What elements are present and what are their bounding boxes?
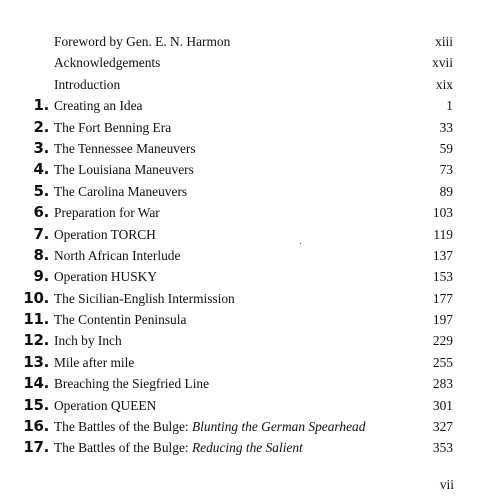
entry-title: The Carolina Maneuvers xyxy=(54,183,188,199)
toc-entry xyxy=(0,373,489,394)
page-number: 353 xyxy=(432,440,453,456)
entry-title: Mile after mile xyxy=(54,354,135,370)
toc-entry xyxy=(0,95,489,116)
entry-title: Breaching the Siegfried Line xyxy=(54,376,210,392)
entry-title: The Fort Benning Era xyxy=(54,119,172,135)
page-number: 197 xyxy=(432,312,453,328)
page-number: 33 xyxy=(439,119,453,135)
toc-entry xyxy=(0,202,489,223)
entry-title: Preparation for War xyxy=(54,205,160,221)
print-speck xyxy=(300,243,301,244)
entry-title: The Contentin Peninsula xyxy=(54,312,187,328)
entry-title: Operation HUSKY xyxy=(54,269,158,285)
page-number: 255 xyxy=(432,354,453,370)
page-number: 327 xyxy=(432,419,453,435)
chapter-number: 3. xyxy=(33,138,49,157)
page-number: 73 xyxy=(439,162,453,178)
entry-title: The Battles of the Bulge: Reducing the Salient xyxy=(54,440,303,456)
chapter-number: 12. xyxy=(23,331,49,350)
page-number: xix xyxy=(435,76,453,92)
chapter-number: 4. xyxy=(33,160,49,179)
entry-title: Inch by Inch xyxy=(54,333,122,349)
toc-entry xyxy=(0,330,489,351)
toc-entry xyxy=(0,224,489,245)
toc-entry xyxy=(0,288,489,309)
toc-entry xyxy=(0,352,489,373)
entry-title: The Sicilian-English Intermission xyxy=(54,290,235,306)
page-number: xiii xyxy=(435,34,453,49)
entry-title: Operation TORCH xyxy=(54,226,156,242)
toc-entry xyxy=(0,437,489,458)
toc-entry xyxy=(0,266,489,287)
entry-title: Operation QUEEN xyxy=(54,397,157,413)
page-number: xvii xyxy=(432,55,453,71)
toc-entry xyxy=(0,181,489,202)
toc-entry xyxy=(0,416,489,437)
chapter-number: 11. xyxy=(23,310,49,329)
entry-title: The Battles of the Bulge: Blunting the German Spearhead xyxy=(54,419,366,435)
entry-title: North African Interlude xyxy=(54,247,181,263)
page-number: 137 xyxy=(432,247,453,263)
toc-entry xyxy=(0,245,489,266)
entry-title: Acknowledgements xyxy=(54,55,161,71)
chapter-number: 6. xyxy=(33,203,49,222)
chapter-number: 14. xyxy=(23,374,49,393)
entry-title: Foreword by Gen. E. N. Harmon xyxy=(54,34,231,49)
page-number: 229 xyxy=(432,333,453,349)
page-number: 103 xyxy=(432,205,453,221)
table-of-contents xyxy=(0,31,489,459)
entry-title: The Louisiana Maneuvers xyxy=(54,162,194,178)
toc-entry xyxy=(0,159,489,180)
toc-entry xyxy=(0,138,489,159)
chapter-number: 2. xyxy=(33,117,49,136)
toc-entry xyxy=(0,309,489,330)
chapter-number: 7. xyxy=(33,224,49,243)
toc-entry xyxy=(0,74,489,95)
page-number: 283 xyxy=(432,376,453,392)
entry-title: Creating an Idea xyxy=(54,98,143,114)
chapter-number: 13. xyxy=(23,352,49,371)
chapter-number: 5. xyxy=(33,181,49,200)
page-number: 177 xyxy=(432,290,453,306)
chapter-number: 16. xyxy=(23,417,49,436)
toc-entry xyxy=(0,117,489,138)
chapter-number: 8. xyxy=(33,245,49,264)
folio-page-number: vii xyxy=(439,477,454,492)
chapter-number: 15. xyxy=(23,395,49,414)
chapter-number: 17. xyxy=(23,438,49,457)
page-number: 89 xyxy=(439,183,453,199)
page-number: 301 xyxy=(432,397,453,413)
chapter-number: 1. xyxy=(33,96,49,115)
entry-title: The Tennessee Maneuvers xyxy=(54,140,196,156)
page-number: 153 xyxy=(432,269,453,285)
chapter-number: 10. xyxy=(23,288,49,307)
page-number: 59 xyxy=(439,140,453,156)
toc-entry xyxy=(0,31,489,52)
page-number: 1 xyxy=(446,98,453,114)
toc-entry xyxy=(0,395,489,416)
page-number: 119 xyxy=(433,226,453,242)
chapter-number: 9. xyxy=(33,267,49,286)
toc-entry xyxy=(0,52,489,73)
entry-title: Introduction xyxy=(54,76,121,92)
